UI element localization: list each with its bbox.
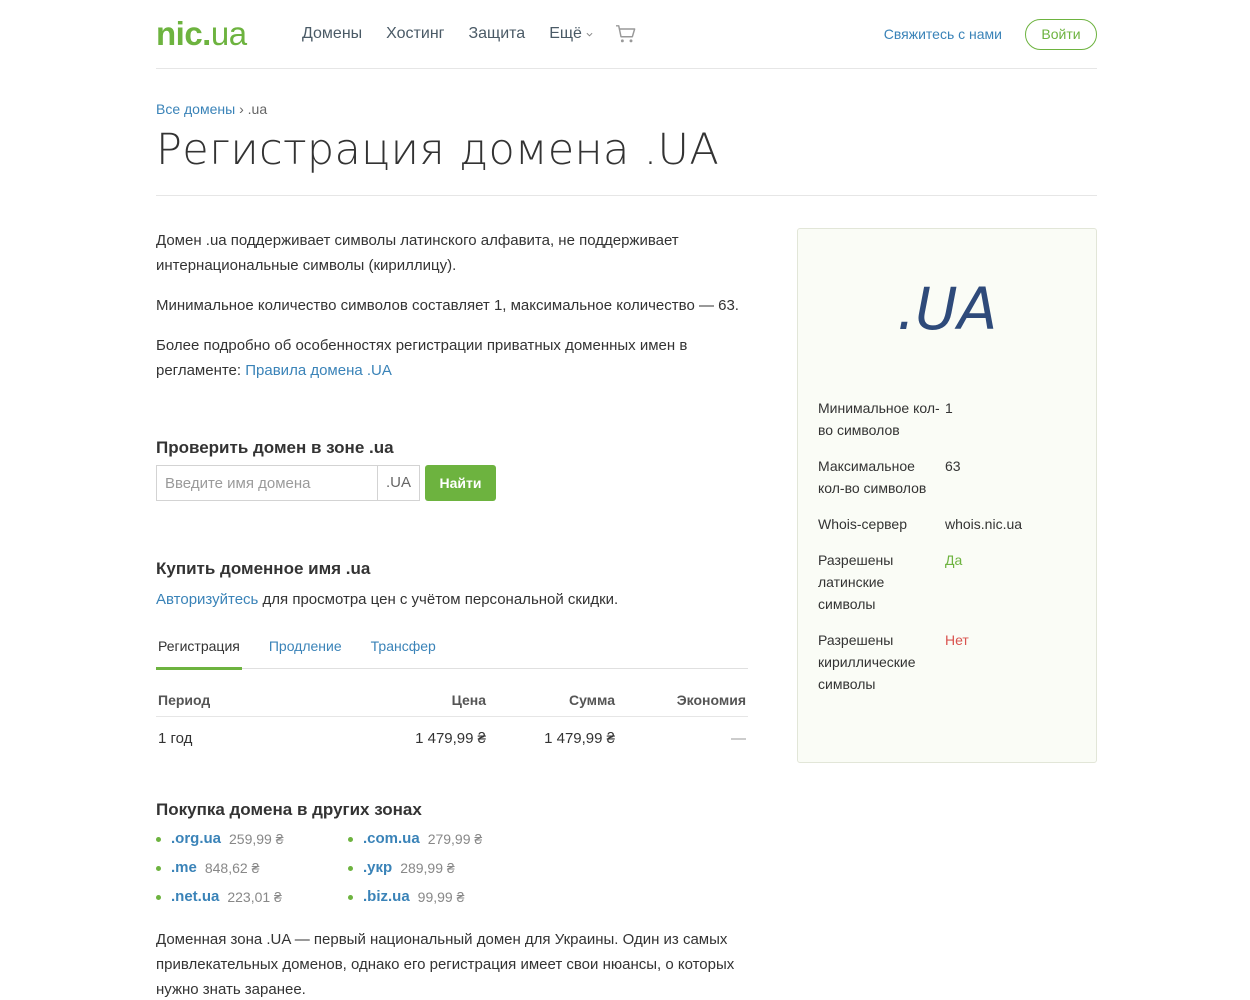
cart-icon[interactable]	[615, 24, 637, 44]
list-item	[156, 886, 348, 908]
nav-protection[interactable]: Защита	[468, 25, 526, 42]
tab-transfer[interactable]: Трансфер	[370, 638, 436, 654]
tab-registration[interactable]: Регистрация	[156, 632, 242, 668]
breadcrumb	[156, 100, 267, 118]
nav-hosting[interactable]: Хостинг	[386, 25, 445, 42]
zone-properties	[818, 397, 1078, 709]
property-value: 1	[945, 400, 953, 416]
bullet-icon	[348, 895, 353, 900]
cell-period: 1 год	[158, 729, 193, 747]
list-item	[156, 857, 348, 879]
site-header	[156, 0, 1097, 69]
col-total: Сумма	[568, 692, 615, 708]
breadcrumb-all-domains[interactable]: Все домены	[156, 101, 236, 117]
find-button[interactable]: Найти	[425, 465, 496, 501]
authorize-link[interactable]: Авторизуйтесь	[156, 591, 259, 608]
contact-link[interactable]: Свяжитесь с нами	[883, 26, 1002, 42]
zone-link[interactable]: .me	[171, 859, 197, 876]
property-label: Разрешены латинские символы	[818, 552, 894, 612]
property-value-yes: Да	[945, 552, 963, 568]
tab-renewal[interactable]: Продление	[268, 638, 342, 654]
list-item	[348, 857, 548, 879]
property-value: 63	[945, 458, 961, 474]
other-zones-list	[156, 828, 748, 908]
login-button[interactable]: Войти	[1025, 19, 1097, 50]
zone-price: 848,62 ₴	[204, 860, 260, 876]
zone-link[interactable]: .biz.ua	[363, 888, 410, 905]
zone-price: 289,99 ₴	[400, 860, 455, 876]
bullet-icon	[156, 866, 161, 871]
domain-search-form	[156, 465, 496, 501]
auth-note-text: для просмотра цен с учётом персональной скидки.	[258, 591, 619, 608]
property-label: Разрешены кириллические символы	[818, 632, 916, 692]
logo-main: nic.	[156, 15, 211, 52]
zone-description: Доменная зона .UA — первый национальный домен для Украины. Один из самых привлекательных доменов, однако его регистрация имеет свои нюансы, о которых нужно знать заранее.	[156, 931, 735, 998]
zone-info-card	[797, 228, 1097, 763]
nav-domains[interactable]: Домены	[302, 25, 363, 42]
bullet-icon	[156, 837, 161, 842]
list-item	[348, 828, 548, 850]
intro-paragraph-2: Минимальное количество символов составляет 1, максимальное количество — 63.	[156, 297, 739, 314]
cell-savings: —	[731, 729, 746, 747]
col-period: Период	[158, 692, 211, 708]
zone-link[interactable]: .com.ua	[363, 830, 420, 847]
zone-price: 99,99 ₴	[417, 889, 465, 905]
zone-name: .UA	[896, 275, 998, 343]
intro-paragraph-1: Домен .ua поддерживает символы латинского алфавита, не поддерживает интернациональные символы (кириллицу).	[156, 232, 679, 274]
bullet-icon	[348, 866, 353, 871]
zone-price: 223,01 ₴	[227, 889, 282, 905]
domain-search-input[interactable]	[156, 465, 377, 501]
auth-note	[156, 588, 618, 612]
chevron-down-icon	[586, 31, 593, 38]
page-container	[156, 0, 1097, 998]
zone-link[interactable]: .org.ua	[171, 830, 222, 847]
col-price: Цена	[451, 692, 486, 708]
nav-more[interactable]	[549, 22, 593, 46]
logo-ua: ua	[210, 15, 247, 52]
intro-paragraph-3	[156, 333, 748, 383]
property-value: whois.nic.ua	[945, 516, 1023, 532]
property-row	[818, 513, 1078, 535]
check-domain-heading: Проверить домен в зоне .ua	[156, 438, 394, 457]
breadcrumb-separator: ›	[235, 101, 248, 117]
divider	[156, 195, 1097, 196]
page-title: Регистрация домена .UA	[156, 125, 720, 175]
property-row	[818, 629, 1078, 695]
property-label: Whois-сервер	[818, 516, 907, 532]
rules-link[interactable]: Правила домена .UA	[245, 362, 392, 379]
bullet-icon	[348, 837, 353, 842]
price-table	[156, 684, 748, 759]
property-row	[818, 455, 1078, 499]
price-table-header	[156, 684, 748, 717]
zone-link[interactable]: .укр	[363, 859, 393, 876]
bullet-icon	[156, 895, 161, 900]
list-item	[348, 886, 548, 908]
intro-paragraph-3-text: Более подробно об особенностях регистрации приватных доменных имен в регламенте:	[156, 337, 688, 379]
other-zones-heading: Покупка домена в других зонах	[156, 800, 422, 819]
property-row	[818, 549, 1078, 615]
zone-link[interactable]: .net.ua	[171, 888, 220, 905]
cell-total: 1 479,99 ₴	[544, 729, 615, 747]
col-savings: Экономия	[676, 692, 746, 708]
zone-price: 279,99 ₴	[427, 831, 483, 847]
nav-more-label: Ещё	[549, 25, 582, 42]
logo[interactable]	[156, 16, 247, 52]
price-tabs	[156, 632, 748, 669]
buy-domain-heading: Купить доменное имя .ua	[156, 559, 371, 578]
table-row	[156, 717, 748, 759]
main-nav	[302, 22, 637, 46]
list-item	[156, 828, 348, 850]
property-row	[818, 397, 1078, 441]
property-label: Максимальное кол-во символов	[818, 458, 927, 496]
property-label: Минимальное кол-во символов	[818, 400, 940, 438]
zone-price: 259,99 ₴	[229, 831, 284, 847]
property-value-no: Нет	[945, 632, 969, 648]
zone-suffix: .UA	[377, 465, 420, 501]
breadcrumb-current: .ua	[247, 101, 268, 117]
intro-text	[156, 228, 748, 398]
cell-price: 1 479,99 ₴	[415, 729, 486, 747]
